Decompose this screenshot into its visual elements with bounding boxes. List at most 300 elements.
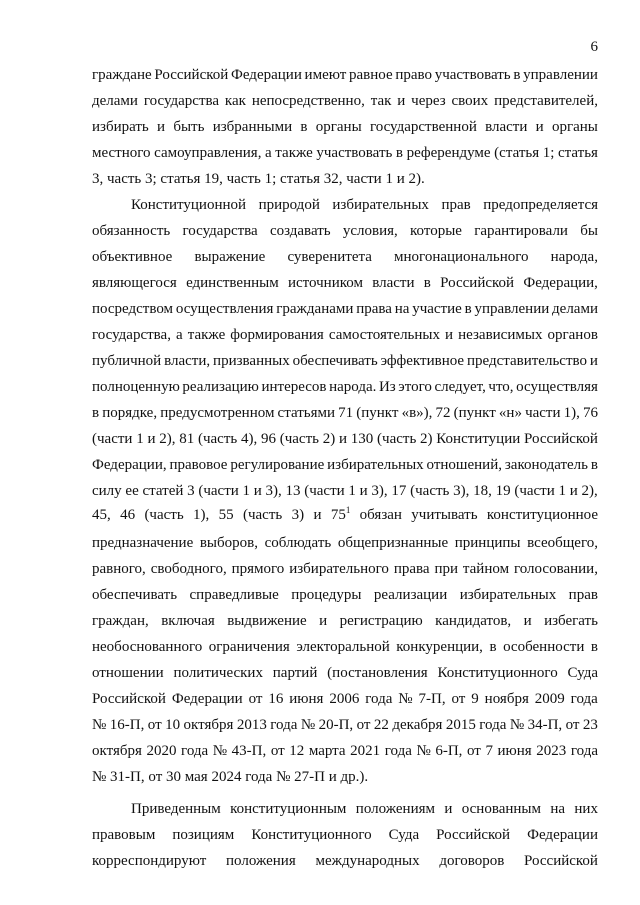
word: 1; — [542, 145, 555, 161]
text-line — [92, 380, 598, 395]
word: и — [589, 353, 598, 369]
word: равного, — [92, 561, 146, 577]
word: отношений, — [426, 457, 502, 473]
word: органов — [547, 327, 598, 343]
word: на — [550, 801, 566, 817]
word: создавать — [269, 223, 331, 239]
word: обязан — [359, 507, 402, 523]
word: и — [339, 431, 348, 447]
word: Российской — [440, 275, 515, 291]
word: Приведенным — [131, 801, 221, 817]
word: выдвижение — [227, 613, 307, 629]
word: 9 — [471, 691, 479, 707]
word: Конституции — [436, 431, 521, 447]
word: конституционным — [230, 801, 347, 817]
word: марта — [308, 743, 346, 759]
word: и — [535, 119, 544, 135]
word: 2015 — [445, 717, 476, 733]
word: имеют — [304, 67, 347, 83]
word: июня — [289, 691, 324, 707]
paragraph-first-line — [131, 198, 598, 213]
word: № — [416, 743, 431, 759]
text-line — [92, 94, 598, 109]
text-line — [92, 536, 598, 551]
word: местного — [92, 145, 151, 161]
word: (пункт — [356, 405, 399, 421]
word: и — [313, 507, 322, 523]
text-line — [92, 302, 598, 317]
word: 1 — [136, 431, 144, 447]
word: $75^1$ — [330, 505, 351, 523]
word: следует, — [434, 379, 486, 395]
word: 2006 — [329, 691, 360, 707]
word: предназначение — [92, 535, 194, 551]
word: реализацию — [182, 379, 259, 395]
word: Российской — [154, 67, 229, 83]
line-text: 3, часть 3; статья 19, часть 1; статья 32, части 1 и 2). — [92, 171, 425, 187]
word: 1), — [193, 507, 210, 523]
text-line — [92, 484, 598, 499]
word: силу — [92, 483, 122, 499]
word: единственным — [186, 275, 279, 291]
word: в — [590, 639, 598, 655]
word: прав — [568, 587, 598, 603]
word: (часть — [197, 431, 238, 447]
word: государства — [182, 223, 258, 239]
word: 1 — [242, 483, 251, 499]
word: Конституционного — [251, 827, 372, 843]
word: 2), — [159, 431, 176, 447]
word: делами — [92, 93, 138, 109]
word: 22 — [373, 717, 389, 733]
text-line-with-footnote — [92, 505, 598, 523]
word: 130 — [350, 431, 374, 447]
word: отношении — [92, 665, 164, 681]
word: в — [590, 457, 598, 473]
word: посредством — [92, 301, 174, 317]
word: 2020 — [146, 743, 177, 759]
word: государственной — [369, 119, 477, 135]
word: в — [513, 67, 521, 83]
word: 19 — [495, 483, 511, 499]
word: быть — [173, 119, 205, 135]
word: статья — [557, 145, 598, 161]
word: 96 — [260, 431, 276, 447]
word: от — [356, 717, 371, 733]
word: статьями — [277, 405, 336, 421]
text-line — [92, 744, 598, 759]
word: 2023 — [536, 743, 567, 759]
word: участвовать — [316, 145, 393, 161]
word: условия, — [342, 223, 398, 239]
word: 12 — [289, 743, 305, 759]
word: Российской — [436, 827, 511, 843]
word: включая — [161, 613, 215, 629]
word: избегать — [544, 613, 598, 629]
word: 18, — [473, 483, 492, 499]
word: электоральной — [296, 639, 390, 655]
word: в — [300, 119, 308, 135]
text-line — [92, 458, 598, 473]
word: и — [359, 483, 368, 499]
word: избирательных — [459, 587, 557, 603]
word: прямого — [231, 561, 285, 577]
word: «в»), — [401, 405, 433, 421]
word: на — [394, 301, 410, 317]
word: участвовать — [434, 67, 511, 83]
word: права — [356, 301, 392, 317]
word: года — [181, 743, 209, 759]
word: 1 — [348, 483, 356, 499]
word: власти — [372, 275, 415, 291]
word: публичной — [92, 353, 162, 369]
word: в — [423, 275, 431, 291]
word: обеспечивать — [292, 353, 378, 369]
word: № — [212, 743, 228, 759]
word: 20-П, — [318, 717, 354, 733]
word: от — [451, 691, 466, 707]
word: и — [157, 119, 166, 135]
word: представителей, — [494, 93, 598, 109]
text-line — [92, 432, 598, 447]
word: также — [187, 327, 226, 343]
word: являющегося — [92, 275, 177, 291]
word: выборов, — [199, 535, 258, 551]
word: от — [147, 717, 162, 733]
word: суверенитета — [287, 249, 372, 265]
word: положения — [226, 853, 296, 869]
word: 4), — [240, 431, 258, 447]
word: эффективное — [380, 353, 465, 369]
word: выражение — [194, 249, 266, 265]
word: них — [574, 801, 598, 817]
text-line — [92, 640, 598, 655]
word: управлении — [474, 301, 550, 317]
word: осуществляя — [516, 379, 598, 395]
word: 1), — [563, 405, 580, 421]
word: (постановления — [327, 665, 428, 681]
word: декабря — [392, 717, 443, 733]
word: через — [411, 93, 446, 109]
word: (часть — [279, 431, 319, 447]
word: части — [525, 405, 561, 421]
word: 3), — [371, 483, 388, 499]
word: избранными — [212, 119, 293, 135]
word: 13 — [285, 483, 301, 499]
word: года — [270, 717, 298, 733]
text-line — [92, 718, 598, 733]
word: статей — [142, 483, 184, 499]
word: участие — [412, 301, 462, 317]
word: гарантировали — [474, 223, 568, 239]
word: (части — [198, 483, 239, 499]
word: порядке, — [102, 405, 158, 421]
text-line — [92, 692, 598, 707]
word: июня — [497, 743, 532, 759]
word: положениям — [355, 801, 436, 817]
word: народа. — [329, 379, 377, 395]
word: № — [300, 717, 316, 733]
text-line — [92, 68, 598, 83]
word: Российской — [92, 691, 166, 707]
word: 2), — [581, 483, 598, 499]
word: 1 — [558, 483, 566, 499]
word: регистрацию — [339, 613, 423, 629]
word: от — [565, 717, 580, 733]
word: Суда — [388, 827, 420, 843]
text-line — [92, 172, 598, 187]
word: (статья — [494, 145, 540, 161]
word: предусмотренном — [160, 405, 275, 421]
word: и — [444, 801, 453, 817]
word: Суда — [567, 665, 598, 681]
word: ноября — [484, 691, 529, 707]
word: политических — [173, 665, 263, 681]
word: Федерации — [231, 67, 302, 83]
word: обеспечивать — [92, 587, 178, 603]
word: № — [509, 717, 525, 733]
word: объективное — [92, 249, 173, 265]
word: основанным — [461, 801, 541, 817]
word: Российской — [524, 853, 598, 869]
word: что, — [488, 379, 514, 395]
word: договоров — [439, 853, 505, 869]
word: соблюдать — [264, 535, 332, 551]
word: избирательных — [332, 197, 429, 213]
word: право — [395, 67, 432, 83]
word: Федерации, — [92, 457, 167, 473]
text-line — [92, 354, 598, 369]
word: органы — [551, 119, 598, 135]
word: партий — [272, 665, 318, 681]
word: (части — [514, 483, 555, 499]
word: в — [395, 145, 404, 161]
word: а — [265, 145, 272, 161]
text-line — [92, 146, 598, 161]
word: власти — [485, 119, 528, 135]
word: непосредственно, — [251, 93, 365, 109]
word: конкуренции, — [396, 639, 483, 655]
word: бы — [580, 223, 598, 239]
word: источником — [287, 275, 363, 291]
word: свободного, — [150, 561, 227, 577]
word: и — [397, 93, 406, 109]
word: полноценную — [92, 379, 180, 395]
word: общепризнанные — [337, 535, 449, 551]
word: равное — [349, 67, 393, 83]
word: 46 — [120, 507, 136, 523]
word: избирать — [92, 119, 149, 135]
word: позициям — [172, 827, 235, 843]
word: 81 — [179, 431, 195, 447]
word: народа, — [550, 249, 598, 265]
word: № — [398, 691, 413, 707]
word: октября — [92, 743, 142, 759]
word: Федерации — [527, 827, 598, 843]
word: от — [467, 743, 481, 759]
word: Из — [378, 379, 396, 395]
word: особенности — [503, 639, 585, 655]
word: «н» — [498, 405, 522, 421]
word: власти, — [164, 353, 211, 369]
word: 6-П, — [435, 743, 463, 759]
word: многонационального — [394, 249, 529, 265]
word: своих — [451, 93, 489, 109]
word: 3) — [291, 507, 305, 523]
word: а — [176, 327, 183, 343]
word: голосовании, — [513, 561, 598, 577]
word: справедливые — [189, 587, 279, 603]
word: граждане — [92, 67, 152, 83]
word: 34-П, — [527, 717, 563, 733]
word: (части — [92, 431, 133, 447]
word: 2009 — [534, 691, 565, 707]
word: 16 — [268, 691, 284, 707]
word: принципы — [454, 535, 521, 551]
word: предопределяется — [483, 197, 598, 213]
word: осуществления — [175, 301, 274, 317]
page-number: 6 — [590, 39, 598, 55]
text-line — [92, 588, 598, 603]
word: правовое — [169, 457, 228, 473]
word: гражданами — [276, 301, 354, 317]
word: интересов — [261, 379, 327, 395]
word: 2) — [420, 431, 433, 447]
word: 76 — [582, 405, 598, 421]
word: 7-П, — [418, 691, 446, 707]
word: в — [92, 405, 100, 421]
word: представительство — [466, 353, 587, 369]
word: 43-П, — [231, 743, 267, 759]
word: международных — [315, 853, 420, 869]
word: от — [248, 691, 263, 707]
word: Конституционного — [437, 665, 558, 681]
word: и — [253, 483, 262, 499]
word: делами — [552, 301, 598, 317]
word: формирования — [230, 327, 324, 343]
word: 2) — [322, 431, 336, 447]
text-line — [92, 328, 598, 343]
word: права — [393, 561, 430, 577]
word: процедуры — [291, 587, 362, 603]
text-line — [92, 224, 598, 239]
word: октября — [183, 717, 234, 733]
word: (пункт — [453, 405, 496, 421]
word: (часть — [144, 507, 184, 523]
word: от — [270, 743, 285, 759]
word: года — [384, 743, 412, 759]
word: 3), — [265, 483, 282, 499]
word: (часть — [410, 483, 450, 499]
text-line — [92, 562, 598, 577]
word: избирательного — [289, 561, 389, 577]
text-line — [92, 406, 598, 421]
line-text: № 31-П, от 30 мая 2024 года № 27-П и др.). — [92, 769, 369, 785]
word: 2013 — [236, 717, 267, 733]
text-line — [92, 854, 598, 869]
word: в — [489, 639, 497, 655]
word: 3), — [453, 483, 470, 499]
word: референдуме — [406, 145, 491, 161]
word: как — [224, 93, 246, 109]
word: 2021 — [350, 743, 381, 759]
word: этого — [398, 379, 432, 395]
word: и — [445, 327, 454, 343]
word: 7 — [485, 743, 493, 759]
word: № — [92, 717, 107, 733]
word: Федерации, — [523, 275, 598, 291]
paragraph-first-line — [131, 802, 598, 817]
word: и — [147, 431, 156, 447]
word: 72 — [435, 405, 451, 421]
word: и — [569, 483, 578, 499]
text-line — [92, 770, 598, 785]
text-line — [92, 614, 598, 629]
word: конституционное — [486, 507, 598, 523]
word: управлении — [523, 67, 598, 83]
superscript: 1 — [345, 505, 351, 515]
word: независимых — [458, 327, 543, 343]
text-line — [92, 276, 598, 291]
word: ограничения — [208, 639, 290, 655]
word: года — [479, 717, 507, 733]
word: которые — [410, 223, 462, 239]
word: граждан, — [92, 613, 149, 629]
word: 45, — [92, 507, 111, 523]
word: корреспондируют — [92, 853, 207, 869]
word: и — [319, 613, 328, 629]
word: 55 — [218, 507, 234, 523]
word: года — [570, 691, 598, 707]
word: самостоятельных — [328, 327, 440, 343]
word: регулирование — [230, 457, 325, 473]
text-line — [92, 250, 598, 265]
word: необоснованного — [92, 639, 203, 655]
word: природой — [258, 197, 320, 213]
word: Федерации — [171, 691, 243, 707]
word: учитывать — [411, 507, 478, 523]
word: государства, — [92, 327, 171, 343]
text-line — [92, 828, 598, 843]
word: 71 — [338, 405, 354, 421]
word: законодатель — [504, 457, 589, 473]
word: прав — [441, 197, 471, 213]
word: кандидатов, — [435, 613, 512, 629]
word: в — [464, 301, 472, 317]
word: года — [365, 691, 393, 707]
word: Российской — [524, 431, 598, 447]
word: всеобщего, — [527, 535, 598, 551]
word: и — [523, 613, 532, 629]
word: государства — [143, 93, 220, 109]
word: реализации — [373, 587, 448, 603]
word: призванных — [213, 353, 290, 369]
word: Конституционной — [131, 197, 247, 213]
text-line — [92, 120, 598, 135]
word: при — [434, 561, 459, 577]
word: правовым — [92, 827, 156, 843]
word: самоуправления, — [154, 145, 262, 161]
word: (часть — [377, 431, 417, 447]
text-line — [92, 666, 598, 681]
word: 23 — [582, 717, 598, 733]
word: тайном — [462, 561, 510, 577]
word: 17 — [391, 483, 407, 499]
word: также — [275, 145, 313, 161]
word: года — [570, 743, 598, 759]
word: органы — [315, 119, 362, 135]
word: обязанность — [92, 223, 171, 239]
